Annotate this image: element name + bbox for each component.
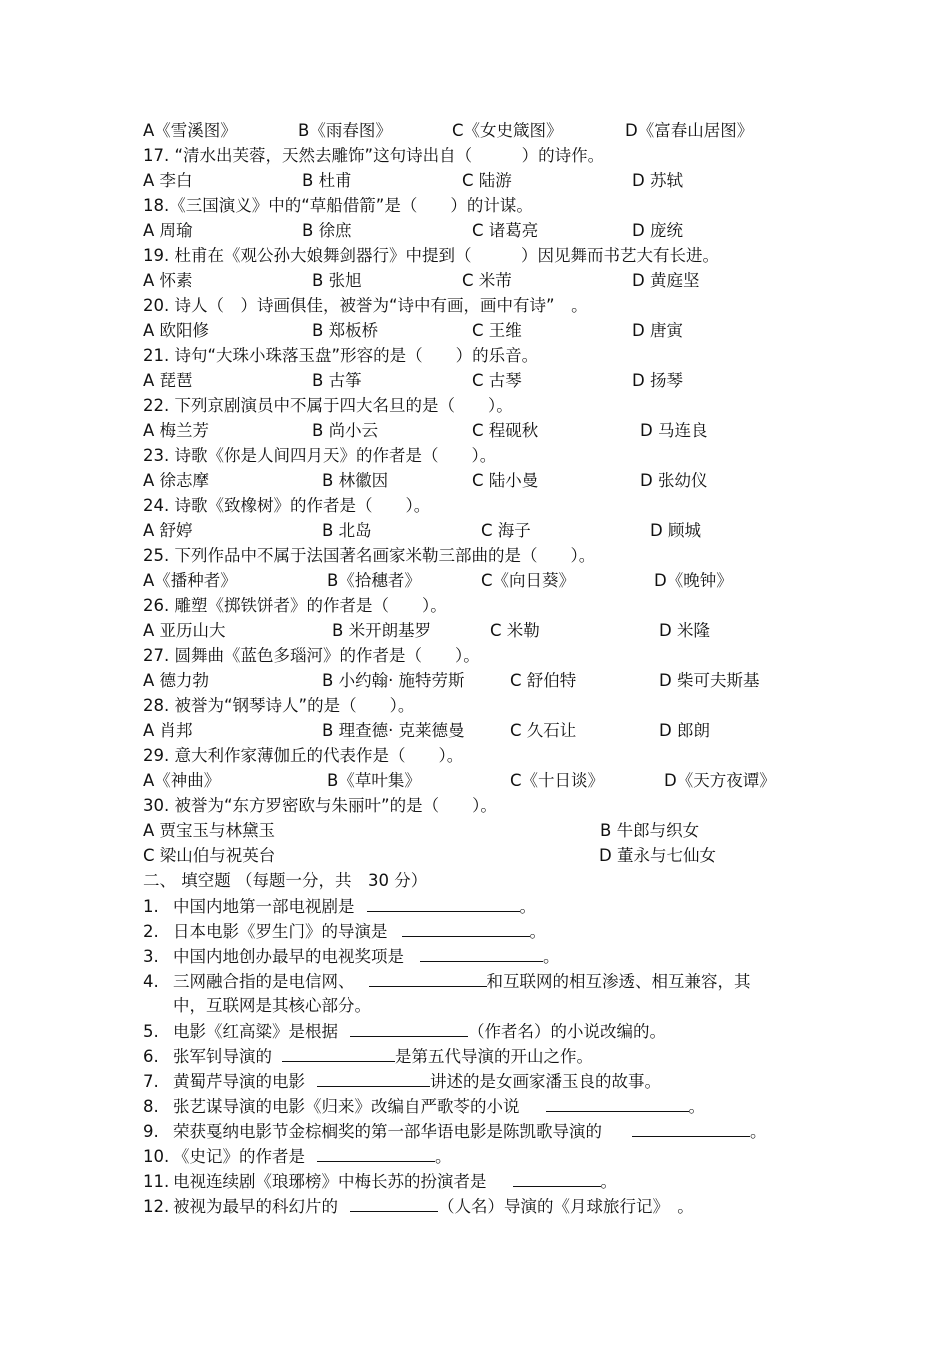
option-c: C 陆游 [462, 171, 512, 190]
answer-blank [546, 1095, 689, 1112]
question-30: 30. 被誉为“东方罗密欧与朱丽叶”的是（ ）。 [143, 796, 497, 815]
item-number: 6. [143, 1047, 159, 1066]
option-d: D 张幼仪 [640, 471, 708, 490]
item-text-after: 。 [435, 1147, 452, 1166]
answer-blank [513, 1170, 601, 1187]
item-number: 1. [143, 897, 159, 916]
item-text: 张艺谋导演的电影《归来》改编自严歌苓的小说 [173, 1097, 520, 1116]
item-number: 11. [143, 1172, 170, 1191]
answer-blank [282, 1045, 395, 1062]
option-b: B 徐庶 [302, 221, 352, 240]
section-heading: 二、 填空题 （每题一分，共 30 分） [143, 871, 428, 890]
item-number: 2. [143, 922, 159, 941]
question-28: 28. 被誉为“钢琴诗人”的是（ ）。 [143, 696, 415, 715]
item-number: 10. [143, 1147, 170, 1166]
item-text-after: 和互联网的相互渗透、相互兼容，其 [486, 972, 751, 991]
item-number: 3. [143, 947, 159, 966]
option-a: A《雪溪图》 [143, 121, 237, 140]
option-d: D 扬琴 [632, 371, 683, 390]
item-text-after: 。 [529, 922, 546, 941]
question-26: 26. 雕塑《掷铁饼者》的作者是（ ）。 [143, 596, 447, 615]
question-17: 17. “清水出芙蓉，天然去雕饰”这句诗出自（ ）的诗作。 [143, 146, 605, 165]
option-a: A 周瑜 [143, 221, 193, 240]
option-a: A 梅兰芳 [143, 421, 210, 440]
answer-blank [350, 1195, 438, 1212]
option-c: C 诸葛亮 [472, 221, 539, 240]
option-a: A 肖邦 [143, 721, 193, 740]
item-text: 黄蜀芹导演的电影 [173, 1072, 305, 1091]
option-d: D《天方夜谭》 [664, 771, 776, 790]
option-d: D 马连良 [640, 421, 708, 440]
answer-blank [402, 920, 530, 937]
option-d: D 郎朗 [659, 721, 710, 740]
option-b: B 北岛 [322, 521, 372, 540]
fill-item [143, 1095, 705, 1118]
fill-item [143, 1045, 593, 1068]
option-b: B《雨春图》 [298, 121, 392, 140]
item-text: 中国内地创办最早的电视奖项是 [173, 947, 404, 966]
option-a: A 欧阳修 [143, 321, 210, 340]
option-c: C 陆小曼 [472, 471, 539, 490]
option-c: C 海子 [481, 521, 531, 540]
option-d: D 顾城 [650, 521, 701, 540]
answer-blank [350, 1020, 468, 1037]
item-text-after: 。 [543, 947, 560, 966]
option-b: B 理查德· 克莱德曼 [322, 721, 465, 740]
option-d: D 董永与七仙女 [599, 846, 716, 865]
option-c: C 程砚秋 [472, 421, 539, 440]
option-a: A 贾宝玉与林黛玉 [143, 821, 276, 840]
option-d: D 唐寅 [632, 321, 683, 340]
fill-item [143, 1170, 617, 1193]
option-b: B《草叶集》 [327, 771, 421, 790]
option-c: C 舒伯特 [510, 671, 577, 690]
option-c: C 米芾 [462, 271, 512, 290]
option-c: C《女史箴图》 [452, 121, 563, 140]
item-text: 三网融合指的是电信网、 [173, 972, 355, 991]
fill-item [143, 1145, 452, 1168]
item-number: 7. [143, 1072, 159, 1091]
option-d: D 苏轼 [632, 171, 683, 190]
item-number: 4. [143, 972, 159, 991]
option-b: B 古筝 [312, 371, 362, 390]
option-a: A 琵琶 [143, 371, 193, 390]
option-b: B 小约翰· 施特劳斯 [322, 671, 465, 690]
option-b: B 郑板桥 [312, 321, 379, 340]
option-b: B 杜甫 [302, 171, 352, 190]
option-a: A 亚历山大 [143, 621, 226, 640]
option-d: D 米隆 [659, 621, 710, 640]
item-text: 张军钊导演的 [173, 1047, 272, 1066]
item-text-after: （人名）导演的《月球旅行记》 。 [438, 1197, 694, 1216]
option-d: D 柴可夫斯基 [659, 671, 760, 690]
answer-blank [420, 945, 543, 962]
fill-item [143, 1020, 666, 1043]
answer-blank [369, 970, 487, 987]
option-b: B 牛郎与织女 [600, 821, 700, 840]
option-c: C 久石让 [510, 721, 577, 740]
option-d: D《富春山居图》 [625, 121, 754, 140]
item-text: 中国内地第一部电视剧是 [173, 897, 355, 916]
item-text-after: 。 [688, 1097, 705, 1116]
question-18: 18.《三国演义》中的“草船借箭”是（ ）的计谋。 [143, 196, 533, 215]
fill-item [143, 1195, 694, 1218]
option-b: B 林徽因 [322, 471, 389, 490]
option-d: D《晚钟》 [654, 571, 733, 590]
option-a: A《播种者》 [143, 571, 237, 590]
item-text-after: 讲述的是女画家潘玉良的故事。 [430, 1072, 661, 1091]
option-b: B 张旭 [312, 271, 362, 290]
option-b: B《拾穗者》 [327, 571, 421, 590]
question-25: 25. 下列作品中不属于法国著名画家米勒三部曲的是（ ）。 [143, 546, 596, 565]
option-b: B 尚小云 [312, 421, 379, 440]
option-a: A 德力勃 [143, 671, 210, 690]
option-a: A 徐志摩 [143, 471, 210, 490]
fill-item [143, 1120, 767, 1143]
option-c: C《十日谈》 [510, 771, 605, 790]
question-20: 20. 诗人（ ）诗画俱佳，被誉为“诗中有画，画中有诗” 。 [143, 296, 588, 315]
option-c: C 王维 [472, 321, 522, 340]
option-a: A《神曲》 [143, 771, 221, 790]
item-text-after: 。 [519, 897, 536, 916]
item-text: 荣获戛纳电影节金棕榈奖的第一部华语电影是陈凯歌导演的 [173, 1122, 602, 1141]
question-21: 21. 诗句“大珠小珠落玉盘”形容的是（ ）的乐音。 [143, 346, 539, 365]
option-d: D 庞统 [632, 221, 683, 240]
option-c: C《向日葵》 [481, 571, 576, 590]
item-text-after: 。 [750, 1122, 767, 1141]
question-24: 24. 诗歌《致橡树》的作者是（ ）。 [143, 496, 431, 515]
item-text: 电视连续剧《琅琊榜》中梅长苏的扮演者是 [173, 1172, 487, 1191]
question-29: 29. 意大利作家薄伽丘的代表作是（ ）。 [143, 746, 464, 765]
option-a: A 怀素 [143, 271, 193, 290]
item-number: 9. [143, 1122, 159, 1141]
question-23: 23. 诗歌《你是人间四月天》的作者是（ ）。 [143, 446, 497, 465]
answer-blank [632, 1120, 750, 1137]
answer-blank [317, 1145, 435, 1162]
fill-item [143, 895, 536, 918]
item-text-after: 是第五代导演的开山之作。 [395, 1047, 593, 1066]
item-number: 5. [143, 1022, 159, 1041]
item-text: 被视为最早的科幻片的 [173, 1197, 338, 1216]
answer-blank [367, 895, 520, 912]
option-a: A 李白 [143, 171, 193, 190]
question-19: 19. 杜甫在《观公孙大娘舞剑器行》中提到（ ）因见舞而书艺大有长进。 [143, 246, 719, 265]
item-number: 8. [143, 1097, 159, 1116]
fill-item [143, 920, 546, 943]
item-number: 12. [143, 1197, 170, 1216]
fill-item-continuation: 中，互联网是其核心部分。 [173, 996, 371, 1015]
item-text-after: 。 [600, 1172, 617, 1191]
option-a: A 舒婷 [143, 521, 193, 540]
option-c: C 古琴 [472, 371, 522, 390]
fill-item [143, 1070, 661, 1093]
question-27: 27. 圆舞曲《蓝色多瑙河》的作者是（ ）。 [143, 646, 480, 665]
option-d: D 黄庭坚 [632, 271, 700, 290]
option-c: C 米勒 [490, 621, 540, 640]
question-22: 22. 下列京剧演员中不属于四大名旦的是（ ）。 [143, 396, 513, 415]
item-text: 日本电影《罗生门》的导演是 [173, 922, 388, 941]
option-c: C 梁山伯与祝英台 [143, 846, 276, 865]
item-text: 电影《红高粱》是根据 [173, 1022, 338, 1041]
option-b: B 米开朗基罗 [332, 621, 432, 640]
item-text: 《史记》的作者是 [173, 1147, 305, 1166]
answer-blank [317, 1070, 430, 1087]
fill-item [143, 945, 560, 968]
fill-item [143, 970, 751, 993]
item-text-after: （作者名）的小说改编的。 [468, 1022, 666, 1041]
